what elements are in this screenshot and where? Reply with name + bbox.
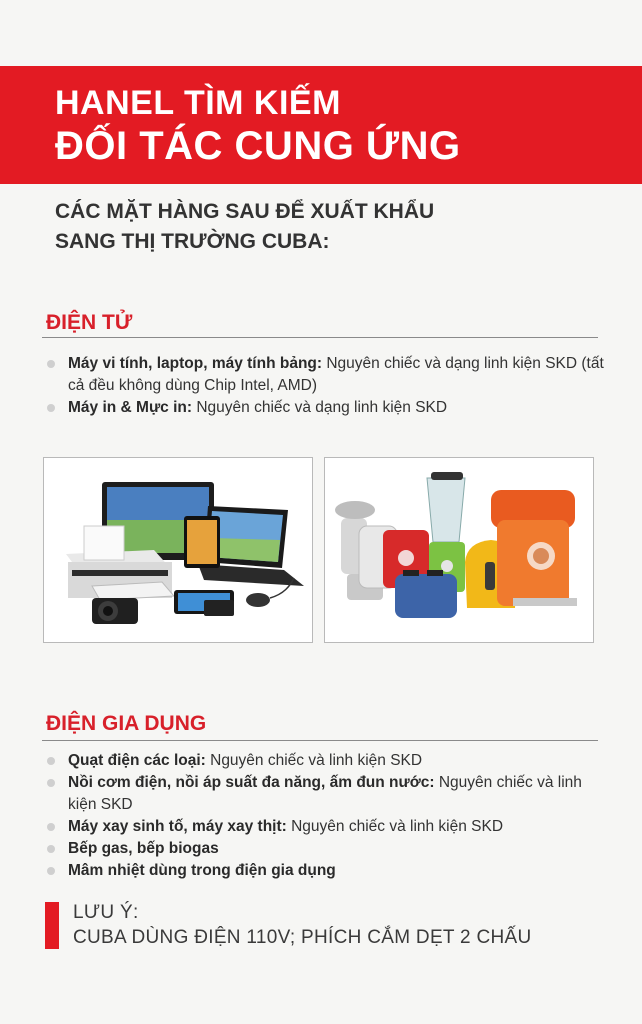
electronics-list	[44, 353, 604, 419]
bullet-icon	[47, 404, 55, 412]
section-title-appliances: ĐIỆN GIA DỤNG	[46, 712, 207, 735]
bullet-icon	[47, 779, 55, 787]
bullet-icon	[47, 867, 55, 875]
item-heading: Quạt điện các loại:	[68, 752, 206, 769]
item-heading: Mâm nhiệt dùng trong điện gia dụng	[68, 862, 336, 879]
item-heading: Máy xay sinh tố, máy xay thịt:	[68, 818, 287, 835]
item-heading: Bếp gas, bếp biogas	[68, 840, 219, 857]
note-text: CUBA DÙNG ĐIỆN 110V; PHÍCH CẮM DẸT 2 CHẤU	[73, 927, 532, 948]
section-title-electronics: ĐIỆN TỬ	[46, 311, 133, 334]
banner-title-line2: ĐỐI TÁC CUNG ỨNG	[55, 124, 461, 168]
section-divider	[42, 337, 598, 338]
subtitle-line1: CÁC MẶT HÀNG SAU ĐỂ XUẤT KHẨU	[55, 200, 435, 223]
list-item	[44, 397, 604, 419]
item-text: Nguyên chiếc và linh kiện SKD	[68, 774, 582, 813]
item-text: Nguyên chiếc và linh kiện SKD	[286, 818, 504, 835]
bullet-icon	[47, 757, 55, 765]
bullet-icon	[47, 823, 55, 831]
list-item	[44, 816, 604, 838]
list-item	[44, 838, 604, 860]
list-item	[44, 860, 604, 882]
list-item	[44, 353, 604, 397]
subtitle-line2: SANG THỊ TRƯỜNG CUBA:	[55, 230, 330, 253]
item-text: Nguyên chiếc và dạng linh kiện SKD (tất cả đều không dùng Chip Intel, AMD)	[68, 355, 604, 394]
appliances-list	[44, 750, 604, 882]
note-accent-bar	[45, 902, 59, 949]
kitchen-appliances-image	[324, 457, 594, 643]
computers-printer-image	[43, 457, 313, 643]
note-label: LƯU Ý:	[73, 902, 139, 923]
item-heading: Nồi cơm điện, nồi áp suất đa năng, ấm đun nước:	[68, 774, 435, 791]
list-item	[44, 750, 604, 772]
item-heading: Máy vi tính, laptop, máy tính bảng:	[68, 355, 323, 372]
list-item	[44, 772, 604, 816]
bullet-icon	[47, 845, 55, 853]
bullet-icon	[47, 360, 55, 368]
subtitle	[55, 197, 595, 257]
item-text: Nguyên chiếc và linh kiện SKD	[205, 752, 423, 769]
item-heading: Máy in & Mực in:	[68, 399, 193, 416]
item-text: Nguyên chiếc và dạng linh kiện SKD	[192, 399, 448, 416]
title-banner	[0, 66, 642, 184]
banner-title-line1: HANEL TÌM KIẾM	[55, 84, 341, 122]
section-divider	[42, 740, 598, 741]
